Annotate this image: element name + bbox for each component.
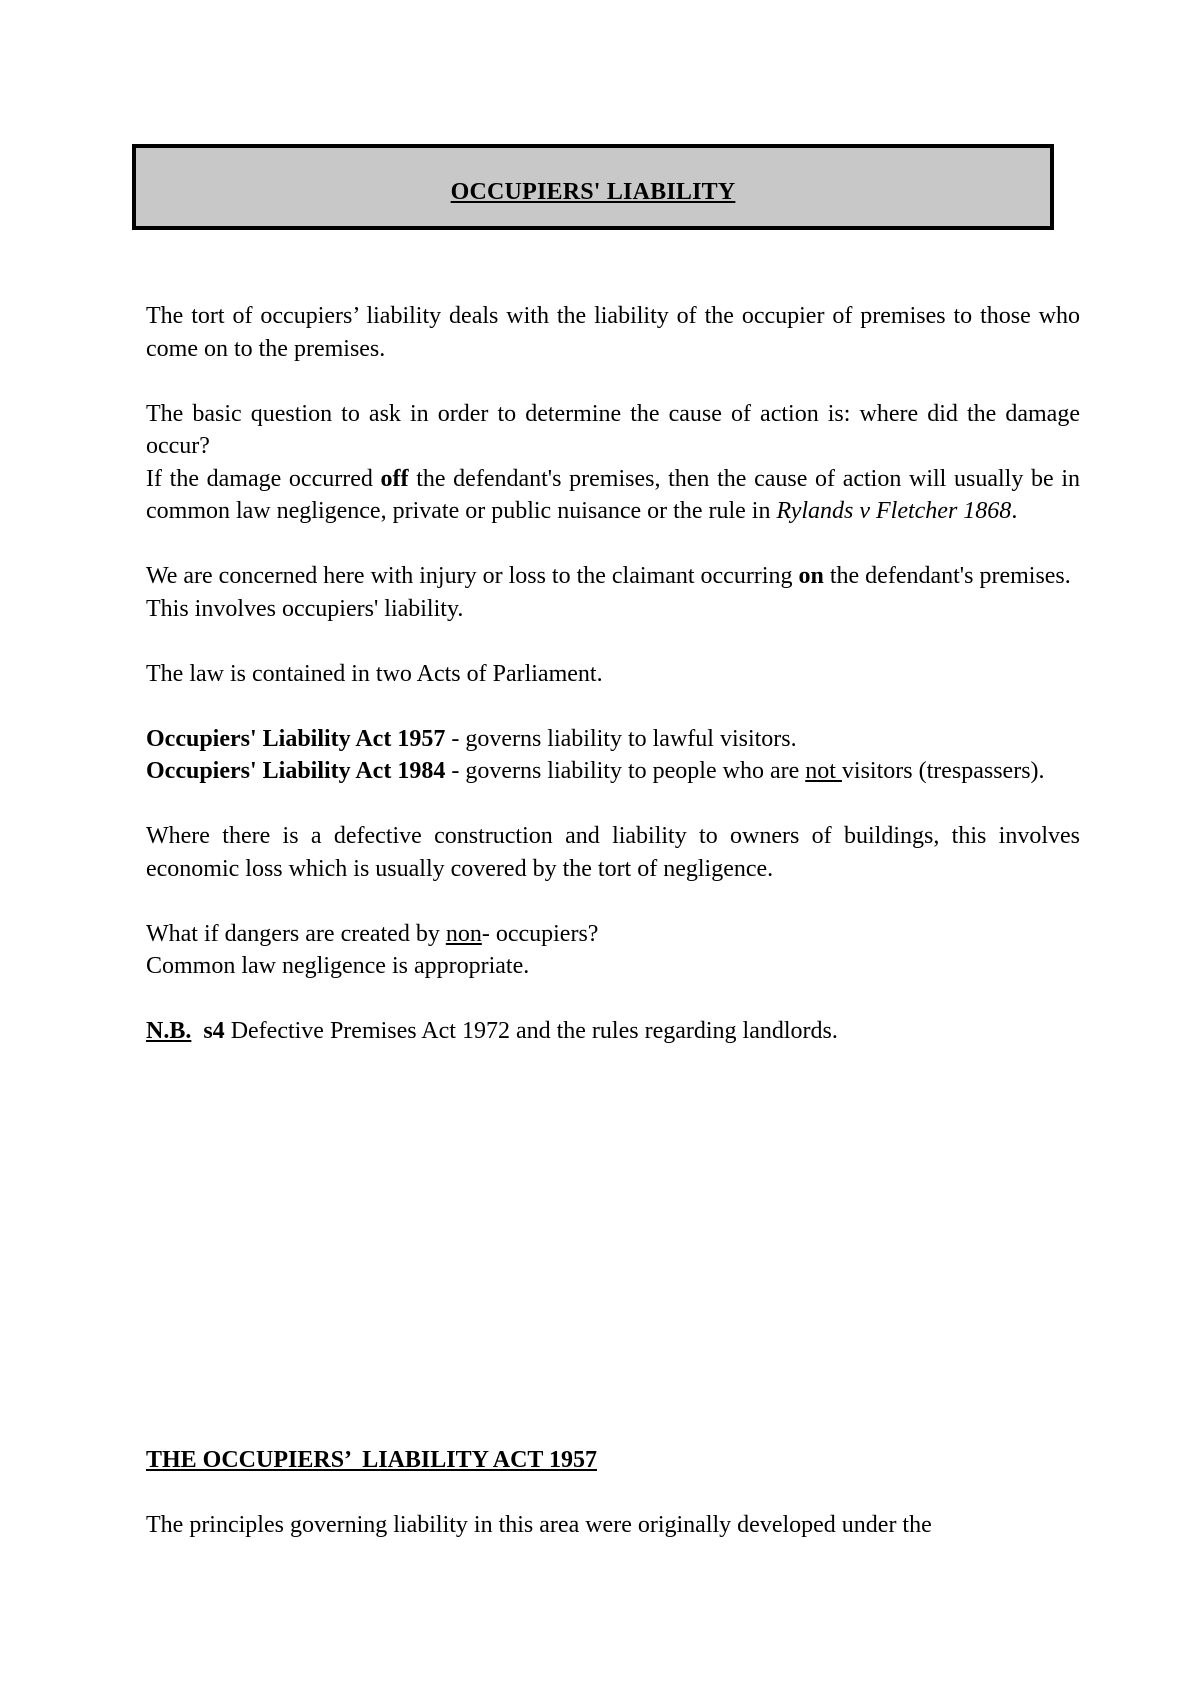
nb-label: N.B. [146, 1018, 192, 1044]
paragraph-basic-question: The basic question to ask in order to determine the cause of action is: where did the damage occur? [146, 400, 1080, 459]
act-1984-name: Occupiers' Liability Act 1984 [146, 758, 446, 784]
paragraph-principles: The principles governing liability in this area were originally developed under the [146, 1512, 932, 1538]
paragraph-act-1984: Occupiers' Liability Act 1984 - governs liability to people who are not visitors (trespassers). [146, 758, 1045, 784]
emphasis-not: not [805, 758, 842, 784]
emphasis-non: non [445, 920, 482, 947]
emphasis-off: off [380, 465, 409, 492]
paragraph-defective-construction: Where there is a defective construction and liability to owners of buildings, this involves economic loss which is usually covered by the tort of negligence. [146, 823, 1080, 882]
act-1957-name: Occupiers' Liability Act 1957 [146, 725, 446, 752]
section-s4: s4 [203, 1018, 225, 1044]
paragraph-nb: N.B. s4 Defective Premises Act 1972 and the rules regarding landlords. [146, 1018, 838, 1044]
emphasis-on: on [798, 563, 824, 589]
paragraph-involves: This involves occupiers' liability. [146, 595, 464, 622]
document-title: OCCUPIERS' LIABILITY [450, 179, 736, 205]
paragraph-non-occupiers: What if dangers are created by non- occupiers? [146, 920, 599, 947]
paragraph-acts-intro: The law is contained in two Acts of Parliament. [146, 660, 603, 687]
paragraph-act-1957: Occupiers' Liability Act 1957 - governs liability to lawful visitors. [146, 725, 797, 752]
body-section-2 [146, 1444, 1080, 1542]
title-box [132, 144, 1054, 230]
paragraph-intro: The tort of occupiers’ liability deals with the liability of the occupier of premises to those who come on to the premises. [146, 303, 1080, 362]
paragraph-common-law: Common law negligence is appropriate. [146, 953, 530, 979]
case-citation: Rylands v Fletcher 1868 [776, 498, 1012, 524]
section-heading-1957: THE OCCUPIERS’ LIABILITY ACT 1957 [146, 1447, 597, 1473]
paragraph-damage-on: We are concerned here with injury or loss to the claimant occurring on the defendant's premises. [146, 563, 1071, 589]
paragraph-damage-off: If the damage occurred off the defendant's premises, then the cause of action will usually be in common law negligence, private or public nuisance or the rule in Rylands v Fletcher 1868. [146, 465, 1081, 524]
body-section-1 [146, 300, 1080, 1048]
